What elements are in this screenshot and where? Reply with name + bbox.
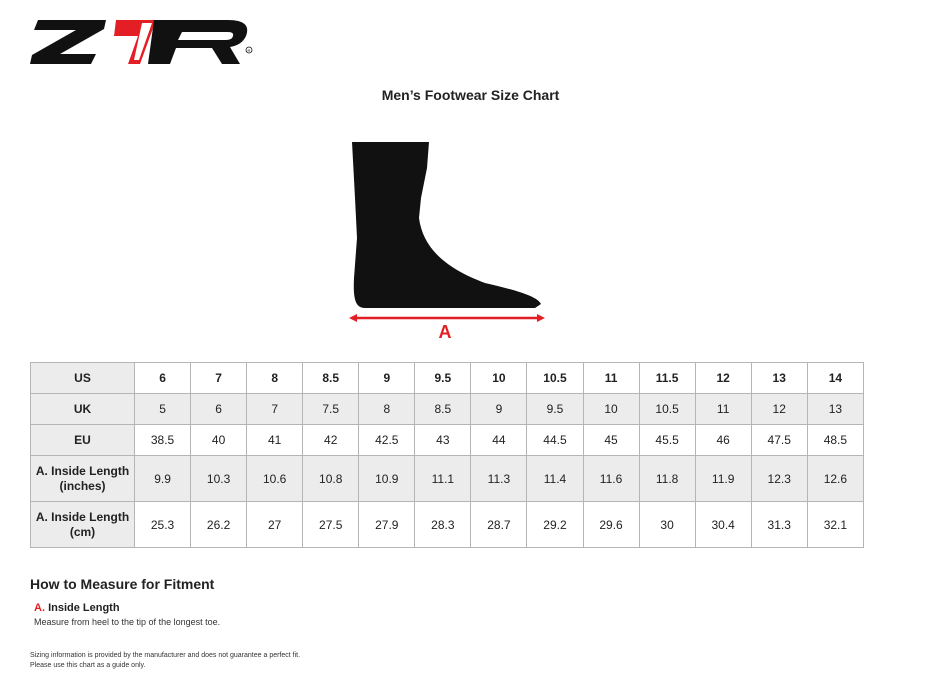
table-cell: 8.5 bbox=[415, 394, 471, 425]
table-cell: 40 bbox=[191, 425, 247, 456]
table-cell: 31.3 bbox=[751, 502, 807, 548]
table-cell: 28.7 bbox=[471, 502, 527, 548]
table-cell: 30.4 bbox=[695, 502, 751, 548]
table-cell: 10.3 bbox=[191, 456, 247, 502]
table-cell: 5 bbox=[135, 394, 191, 425]
table-cell: 9 bbox=[359, 363, 415, 394]
table-cell: 7 bbox=[191, 363, 247, 394]
table-cell: 25.3 bbox=[135, 502, 191, 548]
table-cell: 11.1 bbox=[415, 456, 471, 502]
table-row bbox=[31, 394, 864, 425]
disclaimer bbox=[30, 651, 300, 671]
table-cell: 38.5 bbox=[135, 425, 191, 456]
table-cell: 46 bbox=[695, 425, 751, 456]
table-cell: 48.5 bbox=[807, 425, 863, 456]
table-cell: 6 bbox=[135, 363, 191, 394]
table-cell: 11 bbox=[695, 394, 751, 425]
inside-length-text: Inside Length bbox=[48, 602, 120, 614]
disclaimer-line: Sizing information is provided by the manufacturer and does not guarantee a perfect fit. bbox=[30, 652, 301, 659]
row-header: UK bbox=[31, 394, 135, 425]
size-chart-table bbox=[30, 362, 864, 548]
table-cell: 12 bbox=[751, 394, 807, 425]
table-cell: 13 bbox=[751, 363, 807, 394]
table-cell: 10 bbox=[583, 394, 639, 425]
table-cell: 8 bbox=[359, 394, 415, 425]
table-cell: 8.5 bbox=[303, 363, 359, 394]
table-cell: 7 bbox=[247, 394, 303, 425]
table-cell: 27.5 bbox=[303, 502, 359, 548]
table-cell: 8 bbox=[247, 363, 303, 394]
table-cell: 14 bbox=[807, 363, 863, 394]
table-cell: 10.9 bbox=[359, 456, 415, 502]
table-row bbox=[31, 456, 864, 502]
table-cell: 10.6 bbox=[247, 456, 303, 502]
inside-length-letter: A. bbox=[34, 602, 45, 614]
table-cell: 29.2 bbox=[527, 502, 583, 548]
table-cell: 10.5 bbox=[527, 363, 583, 394]
table-cell: 27.9 bbox=[359, 502, 415, 548]
table-cell: 12.6 bbox=[807, 456, 863, 502]
table-cell: 45.5 bbox=[639, 425, 695, 456]
table-cell: 12.3 bbox=[751, 456, 807, 502]
table-cell: 11 bbox=[583, 363, 639, 394]
table-cell: 42 bbox=[303, 425, 359, 456]
table-cell: 10.8 bbox=[303, 456, 359, 502]
table-cell: 32.1 bbox=[807, 502, 863, 548]
row-header: EU bbox=[31, 425, 135, 456]
svg-text:R: R bbox=[247, 47, 251, 53]
table-cell: 9.9 bbox=[135, 456, 191, 502]
table-cell: 28.3 bbox=[415, 502, 471, 548]
measure-label-a: A bbox=[438, 322, 452, 342]
inside-length-description: Measure from heel to the tip of the longest toe. bbox=[34, 617, 221, 627]
table-cell: 27 bbox=[247, 502, 303, 548]
row-header: A. Inside Length (inches) bbox=[31, 456, 135, 502]
table-cell: 44.5 bbox=[527, 425, 583, 456]
measure-arrow bbox=[349, 314, 545, 322]
table-row bbox=[31, 363, 864, 394]
table-cell: 41 bbox=[247, 425, 303, 456]
table-row bbox=[31, 502, 864, 548]
page-title: Men’s Footwear Size Chart bbox=[381, 87, 560, 103]
table-cell: 47.5 bbox=[751, 425, 807, 456]
table-cell: 11.5 bbox=[639, 363, 695, 394]
z1r-logo bbox=[30, 20, 254, 64]
table-cell: 10.5 bbox=[639, 394, 695, 425]
table-cell: 7.5 bbox=[303, 394, 359, 425]
table-cell: 29.6 bbox=[583, 502, 639, 548]
table-cell: 11.8 bbox=[639, 456, 695, 502]
table-cell: 11.3 bbox=[471, 456, 527, 502]
table-cell: 13 bbox=[807, 394, 863, 425]
table-cell: 26.2 bbox=[191, 502, 247, 548]
inside-length-label bbox=[34, 602, 120, 614]
table-cell: 42.5 bbox=[359, 425, 415, 456]
table-cell: 30 bbox=[639, 502, 695, 548]
table-cell: 10 bbox=[471, 363, 527, 394]
table-cell: 9 bbox=[471, 394, 527, 425]
disclaimer-line: Please use this chart as a guide only. bbox=[30, 662, 146, 669]
table-cell: 11.6 bbox=[583, 456, 639, 502]
table-cell: 9.5 bbox=[527, 394, 583, 425]
table-row bbox=[31, 425, 864, 456]
row-header: US bbox=[31, 363, 135, 394]
table-cell: 9.5 bbox=[415, 363, 471, 394]
table-cell: 44 bbox=[471, 425, 527, 456]
table-cell: 12 bbox=[695, 363, 751, 394]
table-cell: 43 bbox=[415, 425, 471, 456]
table-cell: 11.9 bbox=[695, 456, 751, 502]
row-header: A. Inside Length (cm) bbox=[31, 502, 135, 548]
how-to-heading: How to Measure for Fitment bbox=[30, 576, 215, 592]
table-cell: 45 bbox=[583, 425, 639, 456]
table-cell: 11.4 bbox=[527, 456, 583, 502]
boot-diagram bbox=[345, 138, 550, 343]
table-cell: 6 bbox=[191, 394, 247, 425]
boot-silhouette bbox=[352, 142, 541, 308]
